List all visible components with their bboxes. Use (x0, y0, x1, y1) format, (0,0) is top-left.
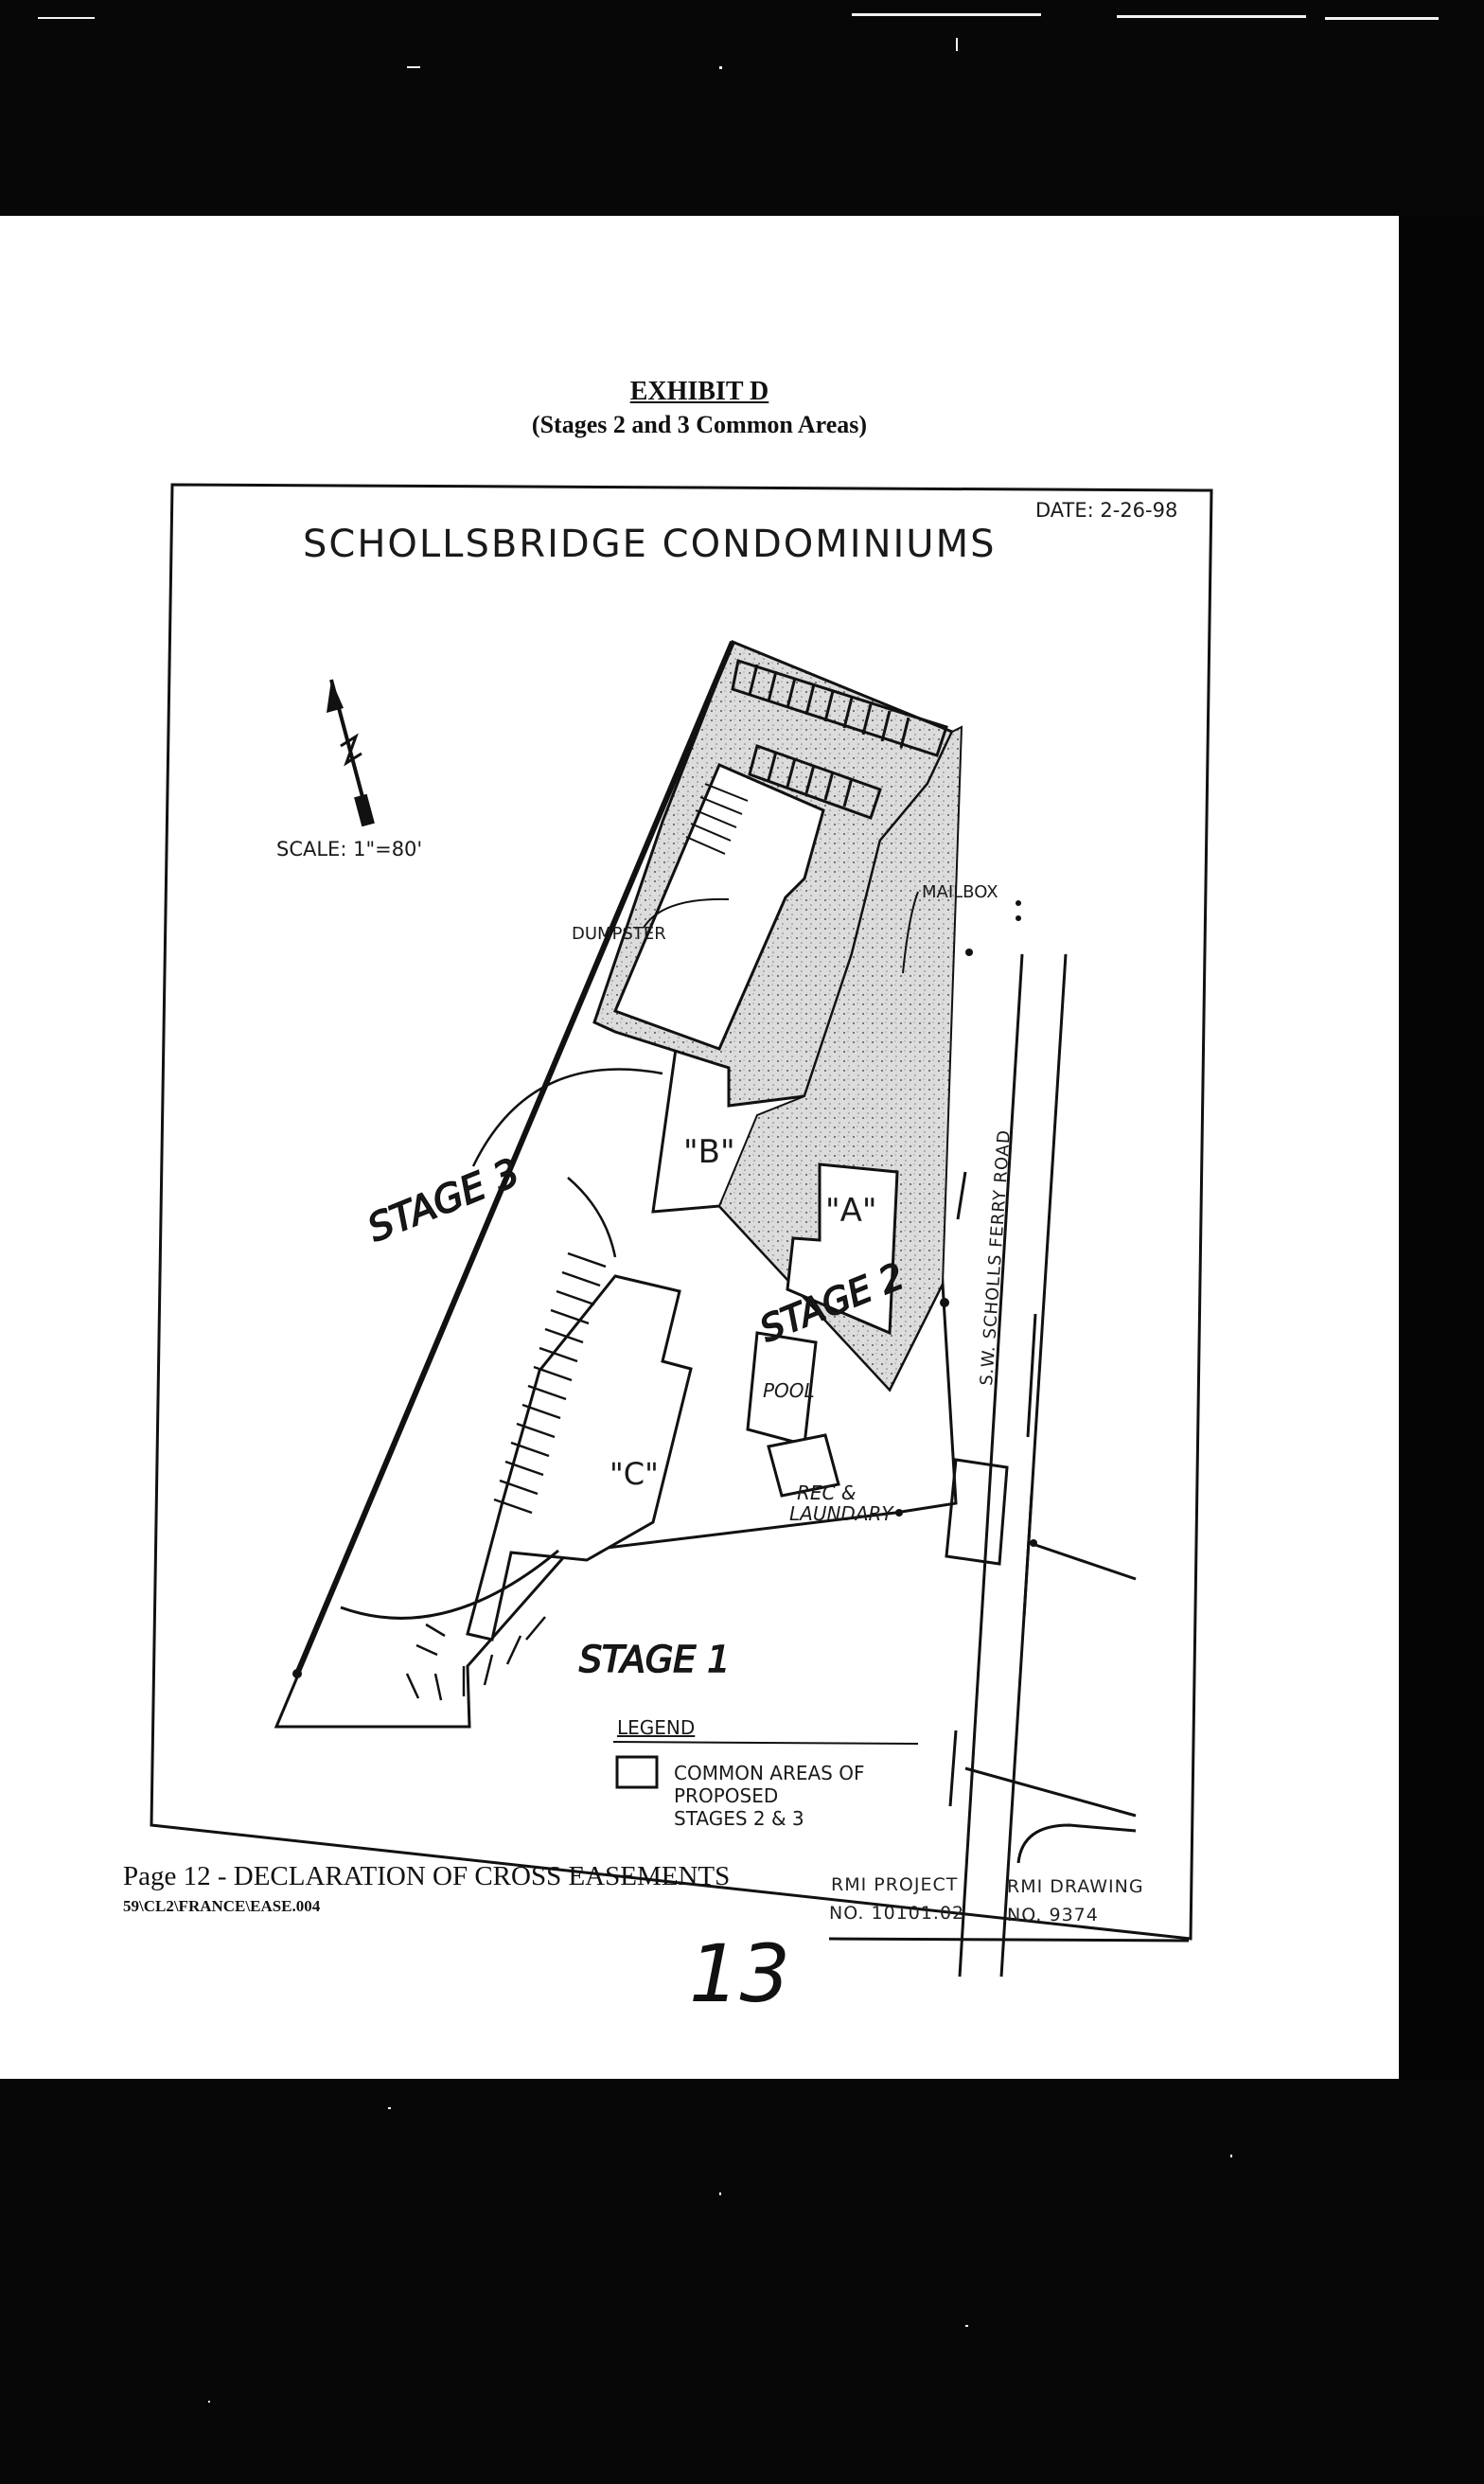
pool-label: POOL (763, 1379, 815, 1402)
document-page (0, 216, 1399, 2079)
road-label: S.W. SCHOLLS FERRY ROAD (977, 1128, 1015, 1387)
site-plan-drawing (0, 216, 1399, 2079)
scan-border-bottom (0, 2079, 1484, 2484)
laundary-label: LAUNDARY (789, 1502, 893, 1525)
legend-heading: LEGEND (617, 1716, 696, 1739)
mailbox-label: MAILBOX (922, 882, 998, 902)
footer-file-path: 59\CL2\FRANCE\EASE.004 (123, 1897, 321, 1915)
exhibit-subtitle: (Stages 2 and 3 Common Areas) (531, 411, 868, 438)
stage-3-label: STAGE 3 (362, 1150, 526, 1251)
rmi-drawing-label: RMI DRAWING (1007, 1876, 1144, 1897)
building-c-label: "C" (610, 1456, 659, 1492)
rmi-project-label: RMI PROJECT (831, 1874, 959, 1895)
road-edges (950, 954, 1136, 1977)
footer-page-title: Page 12 - DECLARATION OF CROSS EASEMENTS (123, 1861, 731, 1891)
scale-label: SCALE: 1"=80' (276, 838, 423, 861)
rec-label: REC & (797, 1482, 857, 1504)
legend-swatch (617, 1757, 657, 1787)
stage-1-label: STAGE 1 (579, 1639, 731, 1680)
building-a-label: "A" (825, 1192, 877, 1230)
legend-line-2: PROPOSED (674, 1784, 779, 1807)
legend-line-1: COMMON AREAS OF (674, 1762, 865, 1784)
building-b-label: "B" (683, 1133, 735, 1171)
stage-2-label: STAGE 2 (753, 1254, 910, 1351)
drawing-title: SCHOLLSBRIDGE CONDOMINIUMS (303, 523, 997, 566)
scan-border-top (0, 0, 1484, 216)
rmi-project-number: NO. 10101.02 (829, 1903, 965, 1924)
road-feature-box (946, 1460, 1007, 1564)
drawing-date: DATE: 2-26-98 (1035, 499, 1178, 522)
north-arrow-icon (327, 680, 375, 826)
rmi-drawing-number: NO. 9374 (1007, 1905, 1099, 1925)
title-block-rule (829, 1939, 1189, 1941)
handwritten-page-number: 13 (689, 1927, 790, 2020)
legend-line-3: STAGES 2 & 3 (674, 1807, 804, 1830)
dumpster-label: DUMPSTER (572, 924, 666, 944)
exhibit-title: EXHIBIT D (629, 377, 769, 406)
